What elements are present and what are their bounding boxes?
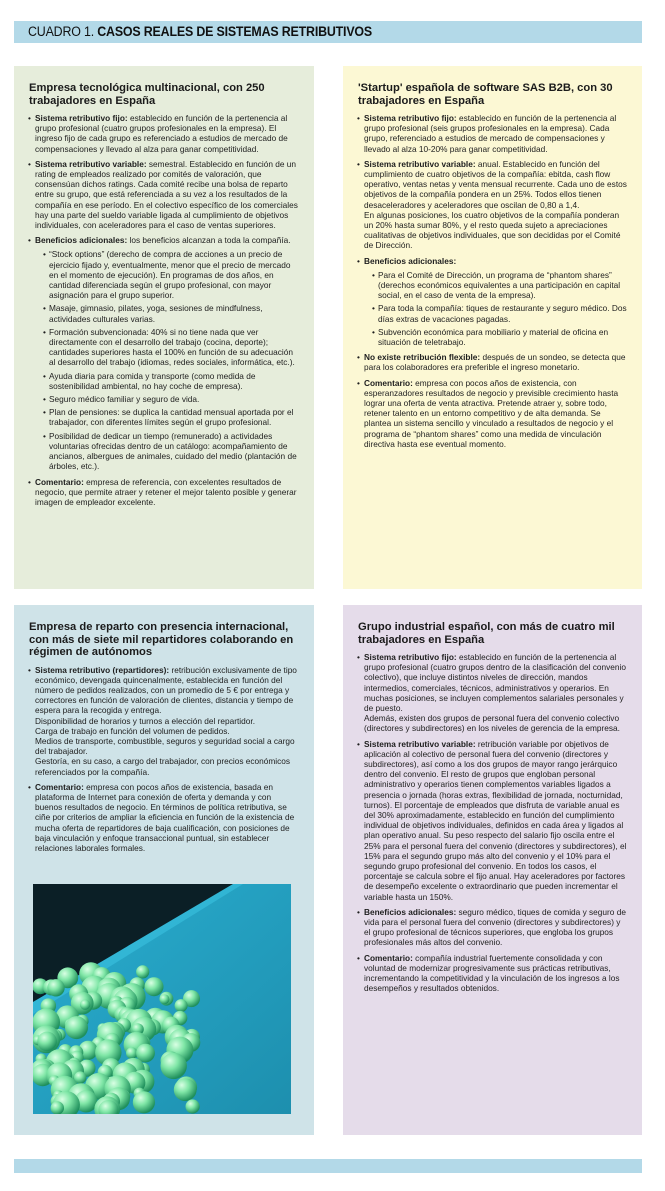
list-item xyxy=(358,256,627,348)
list-item xyxy=(358,378,627,449)
item-key: Comentario: xyxy=(35,781,84,792)
item-key: Sistema retributivo fijo: xyxy=(364,652,457,662)
sub-item: • Para el Comité de Dirección, un programa de “phantom shares” (derechos económicos equivalentes a una participación en capital social, en el caso de venta de la empresa). xyxy=(372,270,627,301)
case-panel-tech-multinational xyxy=(14,66,314,589)
item-key: Comentario: xyxy=(364,377,413,388)
item-key: Sistema retributivo (repartidores): xyxy=(35,664,170,675)
list-item xyxy=(29,782,299,853)
item-text: establecido en función de la pertenencia al grupo profesional (cuatro grupos dentro de la clasificación del convenio colectivo), que incluye distintos niveles de dirección, mandos intermedios, comerciales, técnicos, administrativos y operarios. En muchas posiciones, se incluyen complementos salariales personales y de puesto. xyxy=(364,652,626,714)
item-text: seguro médico, tiques de comida y seguro de vida para el personal fuera del convenio (directores y subdirectores) y el grupo profesional de técnicos superiores, que engloba los grupos profesionales más altos del convenio. xyxy=(364,906,626,948)
item-key: No existe retribución flexible: xyxy=(364,352,481,363)
list-item xyxy=(358,113,627,154)
sphere xyxy=(174,1078,197,1101)
item-text: empresa de referencia, con excelentes resultados de negocio, que permite atraer y retener el mejor talento posible y generar imagen de empleador excelente. xyxy=(35,476,297,507)
sub-item: • Posibilidad de dedicar un tiempo (remunerado) a actividades voluntarias ofrecidas dentro de un catálogo: acompañamiento de ancianos, albergues de animales, cuidado del medio (plantación de árboles, etc.). xyxy=(43,431,299,472)
list-item xyxy=(29,113,299,154)
sphere xyxy=(175,999,188,1012)
sub-item: • Para toda la compañía: tiques de restaurante y seguro médico. Dos días extras de vacaciones pagadas. xyxy=(372,303,627,323)
table-title xyxy=(28,24,372,39)
case-list xyxy=(29,665,299,854)
list-item xyxy=(29,665,299,777)
table-title-text: CASOS REALES DE SISTEMAS RETRIBUTIVOS xyxy=(97,24,373,39)
panel-title: 'Startup' española de software SAS B2B, con 30 trabajadores en España xyxy=(358,82,613,107)
item-text: retribución exclusivamente de tipo económico, devengada quincenalmente, establecida en función del número de pedidos realizados, con un promedio de 5 € por entrega y correctores en función de valoración de clientes, distancia y tiempo de espera para la recogida y entrega. xyxy=(35,664,297,716)
list-item xyxy=(358,652,627,734)
item-line: Medios de transporte, combustible, seguros y seguridad social a cargo del trabajador. xyxy=(35,735,295,757)
sphere xyxy=(37,1032,57,1052)
item-text: establecido en función de la pertenencia al grupo profesional (cuatro grupos profesionales en la empresa). El ingreso fijo de cada grupo es referenciado a estudios de mercado de compensaciones y llevado al alza para ganar competitividad. xyxy=(35,113,288,154)
panel-title: Grupo industrial español, con más de cuatro mil trabajadores en España xyxy=(358,621,615,646)
sphere xyxy=(136,965,149,978)
list-item xyxy=(358,739,627,902)
item-key: Sistema retributivo variable: xyxy=(35,158,147,169)
list-item xyxy=(358,907,627,948)
panel-title: Empresa de reparto con presencia internacional, con más de siete mil repartidores colaborando en régimen de autónomos xyxy=(29,621,294,658)
list-item xyxy=(29,235,299,471)
item-text: empresa con pocos años de existencia, con esperanzadores resultados de negocio y previsible crecimiento hasta lograr una oferta de venta atractiva. Pretende atraer y, sobre todo, retener talento en un entorno competitivo y de alta demanda. Se plantea un sistema sencillo y vinculado a resultados de negocio y el programa de “phantom shares” como una medida de vinculación directiva hasta ese eventual momento. xyxy=(364,377,619,449)
item-key: Sistema retributivo fijo: xyxy=(364,113,457,123)
sphere xyxy=(186,1099,200,1113)
sphere xyxy=(80,1000,90,1010)
table-label: CUADRO 1. xyxy=(28,24,94,39)
sphere xyxy=(160,994,170,1004)
item-key: Sistema retributivo fijo: xyxy=(35,113,128,123)
item-text: después de un sondeo, se detecta que para los colaboradores era preferible el ingreso monetario. xyxy=(364,352,626,373)
spheres-illustration xyxy=(33,884,291,1114)
list-item xyxy=(358,352,627,372)
sub-item: • “Stock options” (derecho de compra de acciones a un precio de ejercicio fijado y, eventualmente, menor que el precio de mercado en el momento de ejecución). En programas de dos años, en cantidad diferenciada según el grupo profesional, con mayor asignación para el grupo superior. xyxy=(43,249,299,300)
sub-item: • Masaje, gimnasio, pilates, yoga, sesiones de mindfulness, actividades culturales varias. xyxy=(43,303,299,323)
sub-item: • Subvención económica para mobiliario y material de oficina en situación de teletrabajo. xyxy=(372,327,627,347)
item-text: establecido en función de la pertenencia al grupo profesional (seis grupos profesionales en la empresa). Cada grupo, referenciado a estudios de mercado de compensaciones y llevado al alza 10-20% para ganar competitividad. xyxy=(364,113,617,154)
case-list xyxy=(358,113,627,449)
item-key: Beneficios adicionales: xyxy=(35,235,128,246)
case-list xyxy=(358,652,627,994)
sub-item: • Plan de pensiones: se duplica la cantidad mensual aportada por el trabajador, con diferentes límites según el grupo profesional. xyxy=(43,407,299,427)
case-panel-startup xyxy=(343,66,642,589)
sphere xyxy=(161,1053,187,1079)
sub-item: • Ayuda diaria para comida y transporte (como medida de sostenibilidad ambiental, no hay coche de empresa). xyxy=(43,371,299,391)
case-list xyxy=(29,113,299,507)
benefits-sublist xyxy=(372,270,627,347)
case-panel-industrial xyxy=(343,605,642,1135)
sphere xyxy=(126,1047,138,1059)
list-item xyxy=(29,159,299,230)
item-text: semestral. Establecido en función de un rating de empleados realizado por comités de valoración, que consensúan dichos ratings. Cada comité recibe una bolsa de reparto entre su grupo, que está referenciada a su vez a los resultados de la compañía en ese período. En el colectivo específico de los comerciales hay una parte del sueldo variable ligada al cumplimiento de objetivos individuales, con aceleradores para el caso de ventas superiores. xyxy=(35,158,298,231)
list-item xyxy=(29,477,299,508)
footer-bar xyxy=(14,1159,642,1173)
item-key: Beneficios adicionales: xyxy=(364,255,457,266)
panel-title: Empresa tecnológica multinacional, con 250 trabajadores en España xyxy=(29,82,265,107)
item-text-cont: Además, existen dos grupos de personal fuera del convenio colectivo (directores y subdirectores) en los niveles de gerencia de la empresa. xyxy=(364,713,620,734)
item-key: Comentario: xyxy=(364,952,413,963)
list-item xyxy=(358,159,627,251)
benefits-sublist xyxy=(43,249,299,471)
sphere xyxy=(65,1016,88,1039)
item-text: empresa con pocos años de existencia, basada en plataforma de Internet para conexión de oferta y demanda y con buenos resultados de negocio. En términos de política retributiva, se ciñe por criterios de ampliar la eficiencia en función de la existencia de mucha oferta de repartidores de baja cualificación, con posiciones de baja vinculación y enfoque transaccional puntual, sin establecer relaciones laborales formales. xyxy=(35,781,295,853)
item-key: Beneficios adicionales: xyxy=(364,906,457,917)
item-text: los beneficios alcanzan a toda la compañía. xyxy=(127,235,291,246)
list-item xyxy=(358,953,627,994)
item-text: retribución variable por objetivos de aplicación al colectivo de personal fuera del convenio (directores y subdirectores), así como a los dos grupos de mayor rango jerárquico dentro del convenio. El resto de grupos que engloban personal administrativo y operarios tienen complementos variables ligados a presencia o jornada (horas extras, flexibilidad de jornada, nocturnidad, turnos). El porcentaje de empleados que disfruta de variable anual es del 30% aproximadamente, establecido en función del cumplimiento individual de objetivos individuales, definidos en cada área y ligados al plan operativo anual. Su peso respecto del salario fijo oscila entre el 25% para el personal fuera del convenio (directores y subdirectores), el 15% para el segundo grupo más alto del convenio y el 10% para el segundo grupo profesional del convenio. En todos los casos, el porcentaje se calcula sobre el fijo anual. Hay aceleradores por factores de desempeño excelente o extraordinario que pueden incrementar el variable hasta un 150%. xyxy=(364,738,627,902)
item-text: anual. Establecido en función del cumplimiento de cuatro objetivos de la compañía: ebitda, cash flow operativo, ventas netas y venta mensual recurrente. Cada uno de estos objetivos de la compañía pondera en un 25%. Todos ellos tienen desaceleradores y aceleradores que oscilan de 0,80 a 1,4. xyxy=(364,158,627,210)
sphere xyxy=(145,977,164,996)
header-bar xyxy=(14,21,642,43)
sub-item: • Formación subvencionada: 40% si no tiene nada que ver directamente con el desarrollo del trabajo (cocina, deporte); cantidades superiores hasta el 100% en función de su adecuación al desarrollo del trabajo (idiomas, redes sociales, informática, etc.). xyxy=(43,327,299,368)
item-key: Sistema retributivo variable: xyxy=(364,158,476,169)
item-line: Gestoría, en su caso, a cargo del trabajador, con precios económicos referenciados por la compañía. xyxy=(35,756,291,777)
sphere xyxy=(47,979,64,996)
item-line: Carga de trabajo en función del volumen de pedidos. xyxy=(35,725,230,736)
item-text-cont: En algunas posiciones, los cuatro objetivos de la compañía ponderan un 20% hasta sumar 80%, y el resto queda sujeto a apreciaciones cualitativas de objetivos individuales, que son decididas por el Comité de Dirección. xyxy=(364,209,621,251)
abstract-spheres-image xyxy=(33,884,291,1114)
item-text: compañía industrial fuertemente consolidada y con voluntad de modernizar progresivamente sus prácticas retributivas, incrementando la competitividad y la vinculación de los ingresos a los desempeños y resultados obtenidos. xyxy=(364,952,620,994)
sphere xyxy=(133,1091,155,1113)
item-key: Sistema retributivo variable: xyxy=(364,738,476,749)
item-line: Disponibilidad de horarios y turnos a elección del repartidor. xyxy=(35,715,255,726)
sub-item: • Seguro médico familiar y seguro de vida. xyxy=(43,394,299,404)
item-key: Comentario: xyxy=(35,476,84,487)
